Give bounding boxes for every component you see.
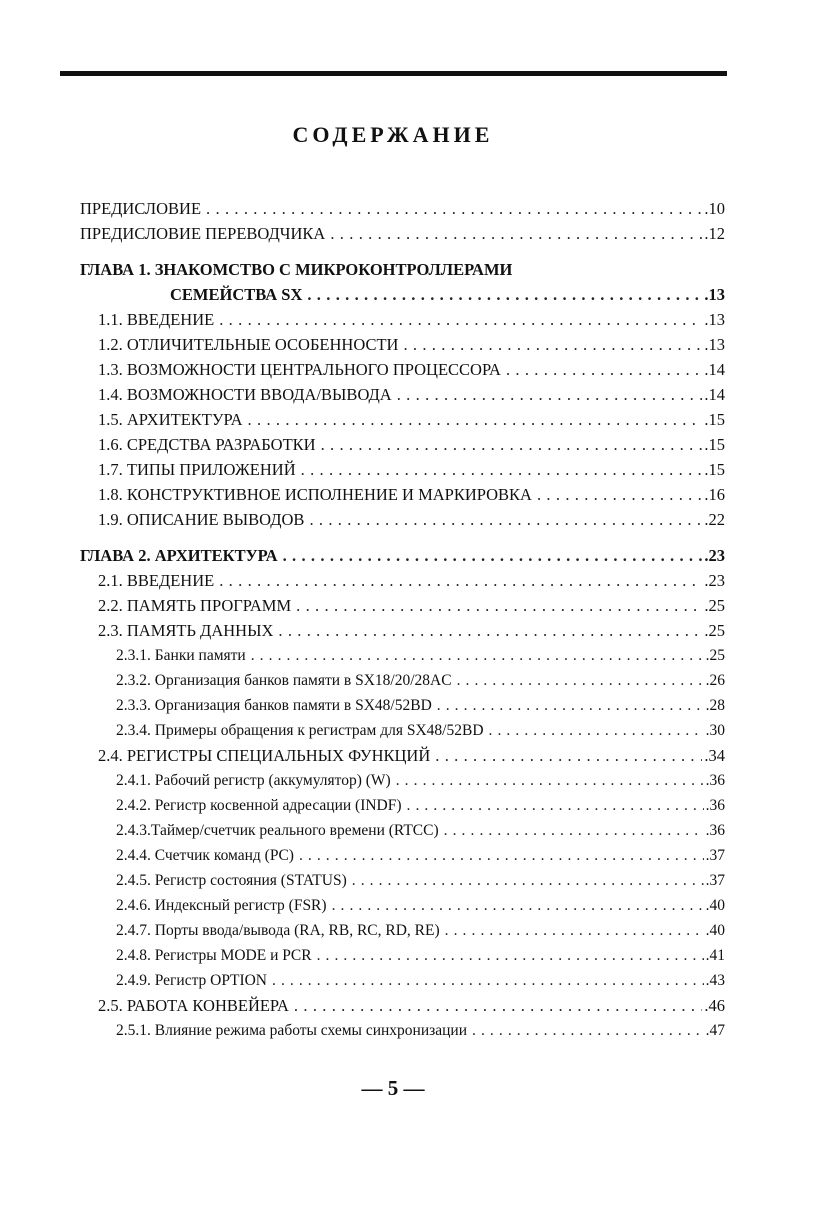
- toc-entry-label: ПРЕДИСЛОВИЕ ПЕРЕВОДЧИКА: [80, 224, 326, 243]
- dot-leader: [309, 507, 702, 532]
- toc-entry-page: .46: [704, 996, 725, 1015]
- chapter-1-heading[interactable]: ГЛАВА 1. ЗНАКОМСТВО С МИКРОКОНТРОЛЛЕРАМИ: [80, 260, 513, 279]
- dot-leader: [278, 618, 702, 643]
- toc-entry-page: .12: [704, 224, 725, 243]
- toc-entry-page: .14: [704, 385, 725, 404]
- toc-entry[interactable]: [80, 618, 725, 643]
- toc-entry[interactable]: [80, 743, 725, 768]
- top-rule: [60, 71, 727, 76]
- toc-entry-label: 1.2. ОТЛИЧИТЕЛЬНЫЕ ОСОБЕННОСТИ: [98, 335, 399, 354]
- toc-entry[interactable]: [80, 382, 725, 407]
- toc-entry-label: 2.5. РАБОТА КОНВЕЙЕРА: [98, 996, 289, 1015]
- toc-entry-page: .36: [705, 822, 725, 839]
- toc-entry[interactable]: [80, 993, 725, 1018]
- toc-entry-page: .10: [704, 199, 725, 218]
- toc-entry-page: .34: [704, 746, 725, 765]
- toc-entry-label: 2.3.1. Банки памяти: [116, 647, 246, 664]
- toc-entry-page: .23: [704, 546, 725, 565]
- dot-leader: [219, 568, 702, 593]
- toc-entry-label: 2.1. ВВЕДЕНИЕ: [98, 571, 215, 590]
- toc-entry[interactable]: [80, 568, 725, 593]
- dot-leader: [307, 282, 702, 307]
- dot-leader: [332, 893, 704, 918]
- dot-leader: [294, 993, 702, 1018]
- toc-entry[interactable]: [80, 482, 725, 507]
- dot-leader: [299, 843, 704, 868]
- toc-entry[interactable]: [80, 843, 725, 868]
- chapter-1-sections: [80, 307, 725, 532]
- toc-entry-page: .15: [704, 410, 725, 429]
- toc-entry[interactable]: [80, 668, 725, 693]
- toc-entry-page: .16: [704, 485, 725, 504]
- dot-leader: [283, 543, 703, 568]
- toc-entry-translator-preface[interactable]: [80, 221, 725, 246]
- dot-leader: [489, 718, 704, 743]
- toc-entry-label: 1.1. ВВЕДЕНИЕ: [98, 310, 215, 329]
- toc-entry[interactable]: [80, 457, 725, 482]
- toc-entry[interactable]: [80, 893, 725, 918]
- toc-entry-label: 2.5.1. Влияние режима работы схемы синхронизации: [116, 1022, 468, 1039]
- toc-entry[interactable]: [80, 643, 725, 668]
- page-number: — 5 —: [361, 1076, 425, 1100]
- toc-entry-label: 2.4.8. Регистры MODE и PCR: [116, 947, 312, 964]
- dot-leader: [272, 968, 704, 993]
- dot-leader: [352, 868, 704, 893]
- toc-entry-page: .13: [704, 310, 725, 329]
- toc-entry-page: .36: [705, 797, 725, 814]
- toc-entry-preface[interactable]: [80, 196, 725, 221]
- chapter-1-heading-continued[interactable]: [80, 282, 725, 307]
- dot-leader: [445, 918, 704, 943]
- dot-leader: [296, 593, 702, 618]
- toc-entry-label: ГЛАВА 2. АРХИТЕКТУРА: [80, 546, 278, 565]
- dot-leader: [219, 307, 702, 332]
- toc-entry-page: .13: [704, 335, 725, 354]
- chapter-2-entries: [80, 568, 725, 1043]
- page-title: СОДЕРЖАНИЕ: [292, 122, 494, 147]
- toc-entry-page: .47: [705, 1022, 725, 1039]
- toc-entry-page: .30: [705, 722, 725, 739]
- toc-entry-label: СЕМЕЙСТВА SX: [170, 285, 303, 304]
- toc-entry-label: 1.4. ВОЗМОЖНОСТИ ВВОДА/ВЫВОДА: [98, 385, 392, 404]
- dot-leader: [248, 407, 703, 432]
- toc-entry[interactable]: [80, 507, 725, 532]
- dot-leader: [321, 432, 703, 457]
- toc-entry-page: .15: [704, 435, 725, 454]
- toc-entry[interactable]: [80, 718, 725, 743]
- spacer: [80, 532, 725, 543]
- dot-leader: [206, 196, 702, 221]
- toc-entry-page: .26: [705, 672, 725, 689]
- toc-entry-label: 2.3.4. Примеры обращения к регистрам для SX48/52BD: [116, 722, 484, 739]
- toc-entry[interactable]: [80, 818, 725, 843]
- toc-entry-label: 2.4.1. Рабочий регистр (аккумулятор) (W): [116, 772, 391, 789]
- toc-entry-page: .25: [704, 596, 725, 615]
- dot-leader: [437, 693, 704, 718]
- dot-leader: [330, 221, 702, 246]
- dot-leader: [407, 793, 704, 818]
- toc-entry[interactable]: [80, 768, 725, 793]
- dot-leader: [396, 768, 704, 793]
- toc-entry-label: 2.4.5. Регистр состояния (STATUS): [116, 872, 347, 889]
- dot-leader: [457, 668, 704, 693]
- toc-entry-label: 1.9. ОПИСАНИЕ ВЫВОДОВ: [98, 510, 305, 529]
- toc-entry[interactable]: [80, 693, 725, 718]
- toc-entry-label: 2.2. ПАМЯТЬ ПРОГРАММ: [98, 596, 292, 615]
- toc-entry[interactable]: [80, 407, 725, 432]
- toc-entry-page: .43: [705, 972, 725, 989]
- dot-leader: [317, 943, 704, 968]
- dot-leader: [506, 357, 702, 382]
- toc-entry[interactable]: [80, 332, 725, 357]
- toc-entry[interactable]: [80, 1018, 725, 1043]
- toc-entry-label: 1.7. ТИПЫ ПРИЛОЖЕНИЙ: [98, 460, 296, 479]
- dot-leader: [435, 743, 702, 768]
- toc-entry[interactable]: [80, 918, 725, 943]
- toc-entry-label: 2.3.2. Организация банков памяти в SX18/20/28AC: [116, 672, 452, 689]
- toc-entry-label: 2.4.7. Порты ввода/вывода (RA, RB, RC, RD, RE): [116, 922, 440, 939]
- toc-entry[interactable]: [80, 868, 725, 893]
- toc-entry-label: ПРЕДИСЛОВИЕ: [80, 199, 202, 218]
- dot-leader: [301, 457, 703, 482]
- toc-entry-label: 2.3. ПАМЯТЬ ДАННЫХ: [98, 621, 274, 640]
- toc-entry-label: 2.4.9. Регистр OPTION: [116, 972, 267, 989]
- toc-entry[interactable]: [80, 432, 725, 457]
- toc-entry-page: .28: [705, 697, 725, 714]
- toc-entry-page: .23: [704, 571, 725, 590]
- toc-entry-label: 1.8. КОНСТРУКТИВНОЕ ИСПОЛНЕНИЕ И МАРКИРОВКА: [98, 485, 532, 504]
- dot-leader: [537, 482, 702, 507]
- toc-entry-page: .25: [705, 647, 725, 664]
- toc-entry-label: 2.4.3.Таймер/счетчик реального времени (RTCC): [116, 822, 439, 839]
- toc-entry[interactable]: [80, 357, 725, 382]
- toc-entry[interactable]: [80, 793, 725, 818]
- toc-entry-label: 2.4. РЕГИСТРЫ СПЕЦИАЛЬНЫХ ФУНКЦИЙ: [98, 746, 431, 765]
- toc-entry-label: 2.4.2. Регистр косвенной адресации (INDF): [116, 797, 402, 814]
- table-of-contents: [80, 196, 725, 1043]
- dot-leader: [403, 332, 702, 357]
- dot-leader: [251, 643, 704, 668]
- dot-leader: [444, 818, 704, 843]
- dot-leader: [472, 1018, 704, 1043]
- toc-entry-page: .25: [704, 621, 725, 640]
- toc-entry[interactable]: [80, 968, 725, 993]
- toc-entry-label: 2.3.3. Организация банков памяти в SX48/52BD: [116, 697, 432, 714]
- toc-entry[interactable]: [80, 943, 725, 968]
- toc-entry[interactable]: [80, 593, 725, 618]
- toc-entry-label: 2.4.6. Индексный регистр (FSR): [116, 897, 327, 914]
- toc-entry-label: 1.3. ВОЗМОЖНОСТИ ЦЕНТРАЛЬНОГО ПРОЦЕССОРА: [98, 360, 501, 379]
- toc-entry-page: .36: [705, 772, 725, 789]
- toc-entry[interactable]: [80, 307, 725, 332]
- toc-entry-page: .22: [704, 510, 725, 529]
- toc-entry-page: .37: [705, 872, 725, 889]
- toc-entry-page: .13: [704, 285, 725, 304]
- dot-leader: [397, 382, 703, 407]
- toc-entry-page: .41: [705, 947, 725, 964]
- toc-entry-page: .40: [705, 922, 725, 939]
- toc-entry-page: .14: [704, 360, 725, 379]
- toc-entry-label: 1.5. АРХИТЕКТУРА: [98, 410, 243, 429]
- spacer: [80, 246, 725, 257]
- toc-entry-label: 1.6. СРЕДСТВА РАЗРАБОТКИ: [98, 435, 316, 454]
- toc-entry-page: .40: [705, 897, 725, 914]
- toc-entry-label: 2.4.4. Счетчик команд (PC): [116, 847, 294, 864]
- toc-entry-page: .15: [704, 460, 725, 479]
- toc-entry-page: .37: [705, 847, 725, 864]
- chapter-2-heading[interactable]: [80, 543, 725, 568]
